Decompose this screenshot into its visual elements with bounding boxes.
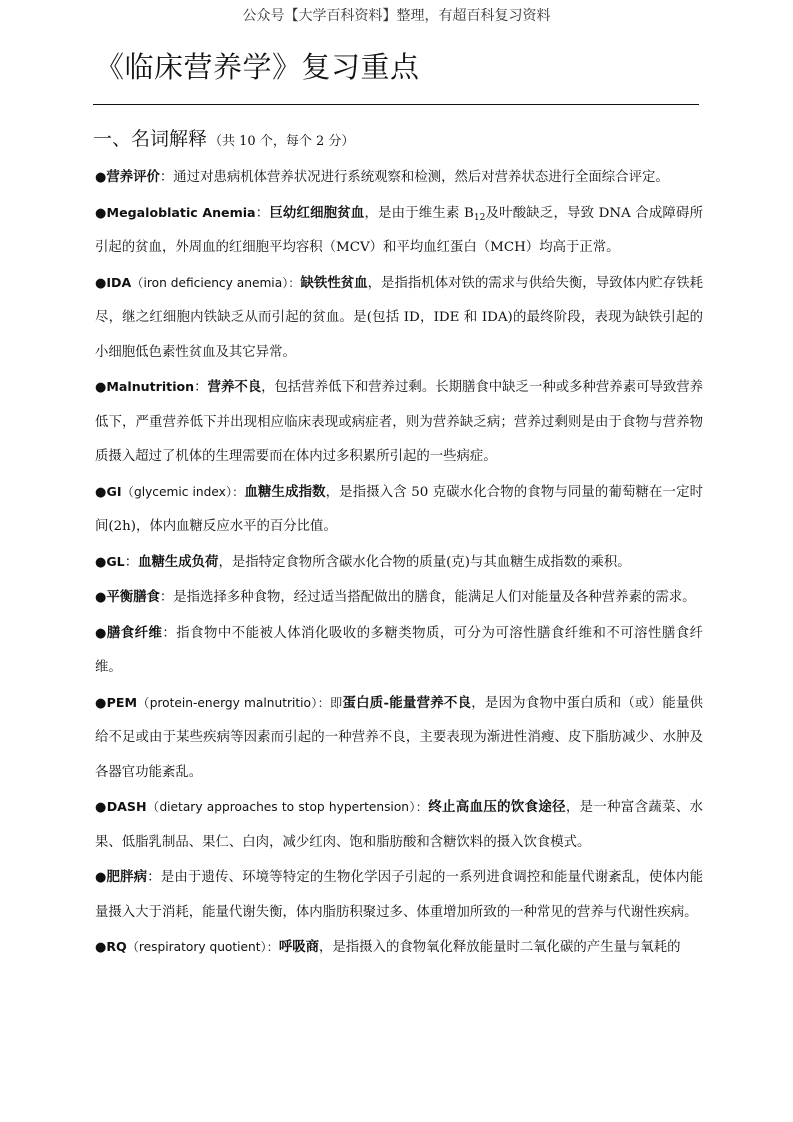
definition-list [95,160,703,966]
entry-separator: ： [255,205,270,221]
definition-entry [95,160,703,196]
definition-entry [95,266,703,371]
entry-term: PEM [106,694,137,710]
bullet-icon: ● [95,870,107,885]
entry-cn-term: 蛋白质-能量营养不良 [342,694,472,711]
section-heading [93,124,354,151]
bullet-icon: ● [95,625,107,641]
entry-cn-term: 巨幼红细胞贫血 [269,204,365,221]
definition-entry [95,686,703,791]
entry-text: ，是指指机体对铁的需求与供给失衡，导致体内贮存铁耗尽，继之红细胞内铁缺乏从而引起的贫血。是(包括 ID，IDE 和 IDA)的最终阶段，表现为缺铁引起的小细胞低色素性贫血及其它异常。 [95,275,704,360]
section-heading-text: 一、名词解释 [93,128,208,150]
entry-english: （protein-energy malnutritio）：即 [136,695,343,710]
entry-text: ，是由于维生素 B [364,205,474,221]
entry-term: 肥胖病 [106,869,148,885]
definition-entry [95,860,703,930]
bullet-icon: ● [95,695,107,711]
entry-text: ，是因为食物中蛋白质和（或）能量供给不足或由于某些疾病等因素而引起的一种营养不良，主要表现为渐进性消瘦、皮下脂肪减少、水肿及各器官功能紊乱。 [95,695,704,780]
entry-separator: ： [194,380,208,395]
entry-term: 膳食纤维 [106,624,163,641]
entry-cn-term: 呼吸商 [278,939,319,955]
entry-text: ：指食物中不能被人体消化吸收的多糖类物质，可分为可溶性膳食纤维和不可溶性膳食纤维。 [95,625,704,675]
entry-text: ：是由于遗传、环境等特定的生物化学因子引起的一系列进食调控和能量代谢紊乱，使体内能量摄入大于消耗，能量代谢失衡，体内脂肪积聚过多、体重增加所致的一种常见的营养与代谢性疾病。 [95,870,704,920]
entry-term: RQ [106,939,127,954]
bullet-icon: ● [95,800,107,815]
title-divider [93,104,699,105]
bullet-icon: ● [95,205,107,221]
document-title: 《临床营养学》复习重点 [95,50,420,84]
section-note: （共 10 个，每个 2 分） [209,134,355,149]
entry-term: GI [106,483,122,499]
entry-term: 平衡膳食 [106,589,160,605]
bullet-icon: ● [95,590,107,605]
entry-text: 及叶酸缺乏，导致 DNA 合成障碍所引起的贫血，外周血的红细胞平均容积（MCV）和平均血红蛋白（MCH）均高于正常。 [95,205,704,255]
bullet-icon: ● [95,380,107,395]
bullet-icon: ● [95,170,107,185]
entry-text: ：通过对患病机体营养状况进行系统观察和检测，然后对营养状态进行全面综合评定。 [159,170,669,185]
bullet-icon: ● [95,275,107,291]
entry-term: 营养评价 [106,169,160,185]
entry-english: （dietary approaches to stop hypertension）： [146,800,429,814]
entry-term: DASH [106,799,147,814]
entry-text: ，是指特定食物所含碳水化合物的质量(克)与其血糖生成指数的乘积。 [218,554,631,570]
entry-cn-term: 营养不良 [207,379,262,395]
entry-term: Megaloblatic Anemia [106,204,256,220]
entry-term: Malnutrition [106,379,195,394]
definition-entry [95,370,703,475]
entry-separator: ： [124,554,139,570]
entry-english: （respiratory quotient）： [126,940,279,954]
entry-cn-term: 缺铁性贫血 [300,274,368,291]
definition-entry [95,545,703,581]
entry-text: ，是指摄入的食物氧化释放能量时二氧化碳的产生量与氧耗的 [319,940,681,955]
entry-cn-term: 血糖生成指数 [244,483,326,500]
definition-entry [95,580,703,616]
entry-text: ，是一种富含蔬菜、水果、低脂乳制品、果仁、白肉，减少红肉、饱和脂肪酸和含糖饮料的摄入饮食模式。 [95,800,704,850]
bullet-icon: ● [95,554,107,570]
entry-english: （glycemic index）： [121,484,245,499]
entry-term: IDA [106,274,132,290]
definition-entry [95,616,703,686]
definition-entry [95,930,703,966]
entry-subscript: 12 [473,212,486,223]
page-header: 公众号【大学百科资料】整理，有超百科复习资料 [242,8,551,24]
entry-text: ，包括营养低下和营养过剩。长期膳食中缺乏一种或多种营养素可导致营养低下，严重营养低下并出现相应临床表现或病症者，则为营养缺乏病；营养过剩则是由于食物与营养物质摄入超过了机体的生理需要而在体内过多积累所引起的一些病症。 [95,380,704,464]
entry-term: GL [106,553,125,569]
bullet-icon: ● [95,484,107,500]
entry-cn-term: 终止高血压的饮食途径 [428,799,566,815]
entry-text: ：是指选择多种食物，经过适当搭配做出的膳食，能满足人们对能量及各种营养素的需求。 [159,590,696,605]
entry-text: ，是指摄入含 50 克碳水化合物的食物与同量的葡萄糖在一定时间(2h)，体内血糖反应水平的百分比值。 [95,484,703,534]
entry-cn-term: 血糖生成负荷 [138,553,219,570]
bullet-icon: ● [95,940,107,955]
definition-entry [95,790,703,860]
entry-english: （iron deficiency anemia）： [131,275,301,290]
definition-entry [95,196,703,266]
definition-entry [95,475,703,545]
